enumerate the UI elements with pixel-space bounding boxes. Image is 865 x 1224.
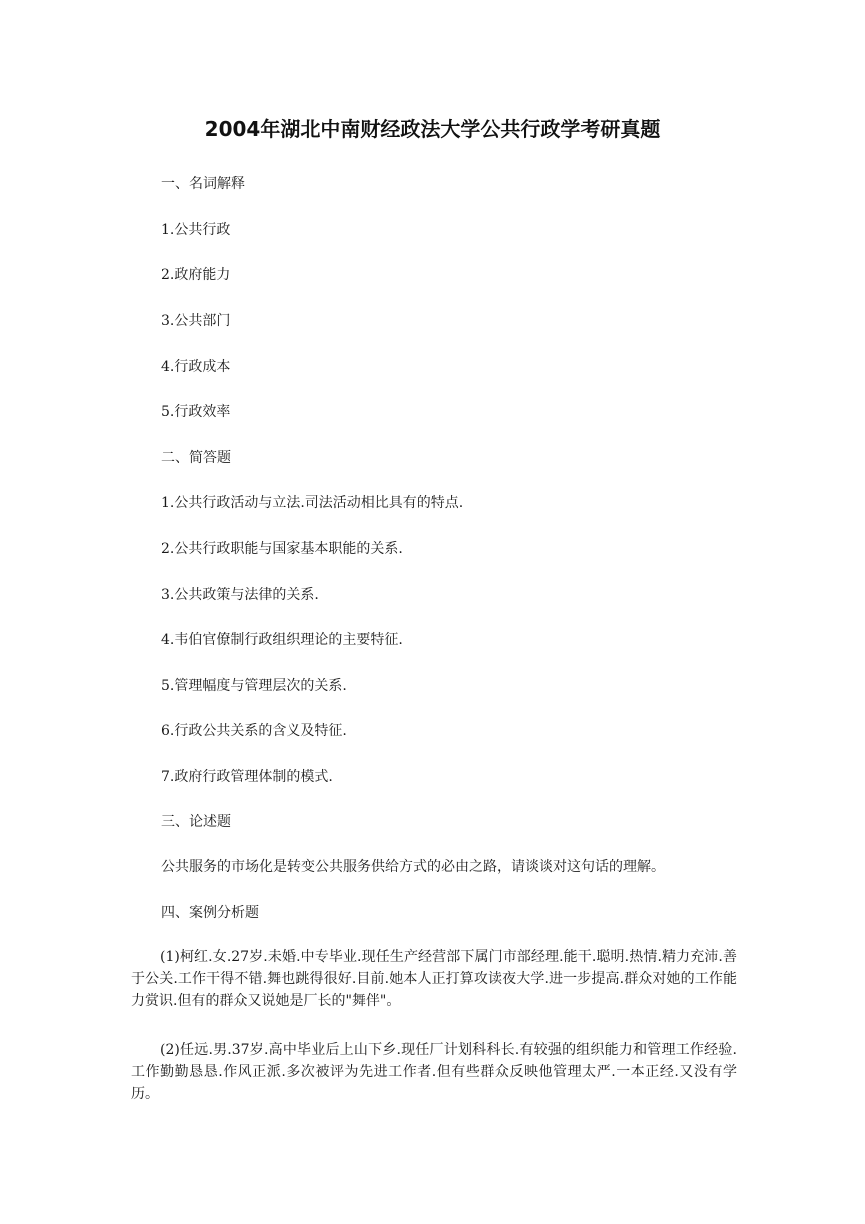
section-heading: 一、名词解释 (161, 176, 245, 192)
list-item: 7.政府行政管理体制的模式. (161, 769, 333, 785)
case-paragraph: (2)任远.男.37岁.高中毕业后上山下乡.现任厂计划科科长.有较强的组织能力和管理工作经验.工作勤勤恳恳.作风正派.多次被评为先进工作者.但有些群众反映他管理太严.一本正经.又没有学历。 (131, 1042, 737, 1102)
list-item: 1.公共行政 (161, 222, 231, 238)
essay-question: 公共服务的市场化是转变公共服务供给方式的必由之路，请谈谈对这句话的理解。 (161, 859, 665, 875)
list-item: 5.管理幅度与管理层次的关系. (161, 678, 347, 694)
section-heading: 三、论述题 (161, 814, 231, 830)
list-item: 5.行政效率 (161, 404, 231, 420)
list-item: 6.行政公共关系的含义及特征. (161, 723, 347, 739)
list-item: 4.韦伯官僚制行政组织理论的主要特征. (161, 632, 403, 648)
section-heading: 二、简答题 (161, 450, 231, 466)
list-item: 3.公共部门 (161, 313, 231, 329)
document-title: 2004年湖北中南财经政法大学公共行政学考研真题 (204, 117, 661, 141)
case-paragraph: (1)柯红.女.27岁.未婚.中专毕业.现任生产经营部下属门市部经理.能干.聪明.热情.精力充沛.善于公关.工作干得不错.舞也跳得很好.目前.她本人正打算攻读夜大学.进一步提高.群众对她的工作能力赏识.但有的群众又说她是厂长的"舞伴"。 (131, 949, 737, 1009)
list-item: 3.公共政策与法律的关系. (161, 587, 319, 603)
list-item: 1.公共行政活动与立法.司法活动相比具有的特点. (161, 495, 464, 511)
list-item: 2.公共行政职能与国家基本职能的关系. (161, 541, 403, 557)
list-item: 4.行政成本 (161, 359, 231, 375)
section-heading: 四、案例分析题 (161, 905, 259, 921)
list-item: 2.政府能力 (161, 267, 231, 283)
